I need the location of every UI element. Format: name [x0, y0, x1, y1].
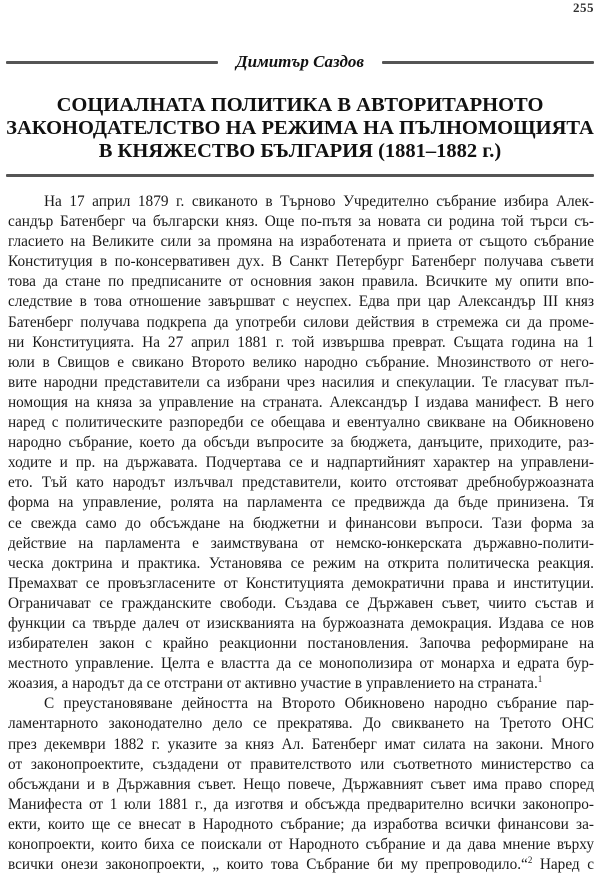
left-rule-divider: [6, 61, 218, 64]
title-line-3: В КНЯЖЕСТВО БЪЛГАРИЯ (1881–1882 г.): [98, 140, 502, 162]
text-line: На 17 април 1879 г. свиканото в Търново Учредително събрание избира Алек-: [44, 193, 594, 210]
text-line: Ограничават се гражданските свободи. Създава се Държавен съвет, чиито състав и: [8, 594, 594, 612]
text-line: местното управление. Целта е властта да се монополизира от монарха и едрата бур-: [8, 655, 594, 673]
title-line-2: ЗАКОНОДАТЕЛСТВО НА РЕЖИМА НА ПЪЛНОМОЩИЯТА: [6, 117, 594, 139]
text-line: това да стане по предписаните от основния закон правила. Всичките му опити впо-: [8, 273, 594, 291]
text-line: [8, 674, 594, 694]
paragraph-2: [8, 694, 594, 875]
title-line-1: СОЦИАЛНАТА ПОЛИТИКА В АВТОРИТАРНОТО: [56, 94, 544, 116]
text-line: наред с политическите разпоредби се обещава и евентуално свикване на Обикновено: [8, 414, 594, 432]
author-header: [6, 52, 594, 72]
text-line: действие на парламента е заимствувана от немско-юнкерската държавно-полити-: [8, 534, 594, 552]
text-line: ето. Тъй като народът излъчвал представители, които отстояват дребнобуржоазната: [8, 474, 594, 492]
right-rule-divider: [382, 61, 594, 64]
text-line: [8, 855, 594, 875]
footnote-ref-1[interactable]: 1: [537, 674, 543, 685]
text-line: обсъждани и в Държавния съвет. Нещо повече, Държавният съвет има право според: [8, 775, 594, 793]
text-line-content: жоазия, а народът да се отстрани от активно участие в управлението на страната.: [8, 675, 538, 693]
page-number: 255: [573, 0, 594, 15]
text-line-content: всички онези законопроекти, „ които това Събрание би му препроводило.“: [8, 856, 528, 874]
text-line: от законопроектите, създадени от правителството или съответното министерство са: [8, 755, 594, 773]
text-line: С преустановяване дейността на Второто Обикновено народно събрание пар-: [44, 695, 594, 713]
text-line: ни Конституцията. На 27 април 1881 г. той извършва преврат. Същата година на 1: [8, 333, 594, 351]
text-line: Премахват се провъзгласените от Конституцията демократични права и институции.: [8, 574, 594, 592]
text-line: сандър Батенберг ча български княз. Още по-пътя за новата си родина той търси съ-: [8, 213, 594, 231]
text-line: ламентарното законодателно дело се прекратява. До свикването на Третото ОНС: [8, 715, 594, 733]
text-line: избирателен закон с крайно реакционни постановления. Започва реформиране на: [8, 635, 594, 653]
text-line: конопроекти, които биха се поискали от Народното събрание и да дава мнение върху: [8, 836, 594, 853]
footnote-ref-2[interactable]: 2: [527, 855, 533, 865]
text-line: номощия на княза за управление на страната. Александър I издава манифест. В него: [8, 393, 594, 411]
text-line: вите народни представители са избрани чрез насилия и спекулации. Те гласуват пъл-: [8, 373, 594, 391]
text-line: Манифеста от 1 юли 1881 г., да изготвя и обсъжда предварително всички законопро-: [8, 795, 594, 813]
article-body: [8, 192, 594, 875]
author-name: Димитър Саздов: [236, 52, 364, 71]
text-line: ческа доктрина и практика. Установява се режим на открита политическа реакция.: [8, 554, 594, 572]
text-line: екти, които ще се внесат в Народното събрание; да изработва всички финансови за-: [8, 815, 594, 833]
text-line: през декември 1882 г. указите за княз Ал. Батенберг имат силата на закони. Много: [8, 735, 594, 753]
text-line: ходите и пр. на държавата. Подчертава се и надпартийният характер на управлени-: [8, 454, 594, 472]
text-line: функции са твърде далеч от изискванията на буржоазната демокрация. Издава се нов: [8, 614, 594, 632]
text-line: се свежда само до обсъждане на бюджетни и финансови въпроси. Тази форма за: [8, 514, 594, 532]
text-line: народно събрание, което да обсъди въпросите за бюджета, данъците, приходите, раз-: [8, 434, 594, 452]
text-line: форма на управление, ролята на парламента се предвижда да бъде принизена. Тя: [8, 494, 594, 512]
text-line: юли в Свищов е свикано Второто велико народно събрание. Мнозинството от него-: [8, 353, 594, 371]
text-line: следствие в това отношение завършват с неуспех. Едва при цар Александър III княз: [8, 293, 594, 311]
text-line: гласието на Великите сили за промяна на изработената и приета от същото събрание: [8, 233, 594, 251]
text-line: Батенберг получава подкрепа да употреби силови действия в стремежа си да проме-: [8, 313, 594, 331]
paragraph-1: [8, 192, 594, 694]
article-title: [6, 94, 594, 163]
text-line-continuation: Наред с: [532, 856, 594, 874]
title-rule-divider: [6, 174, 594, 177]
text-line: Конституция в по-консервативен дух. В Санкт Петербург Батенберг получава съвети: [8, 253, 594, 271]
